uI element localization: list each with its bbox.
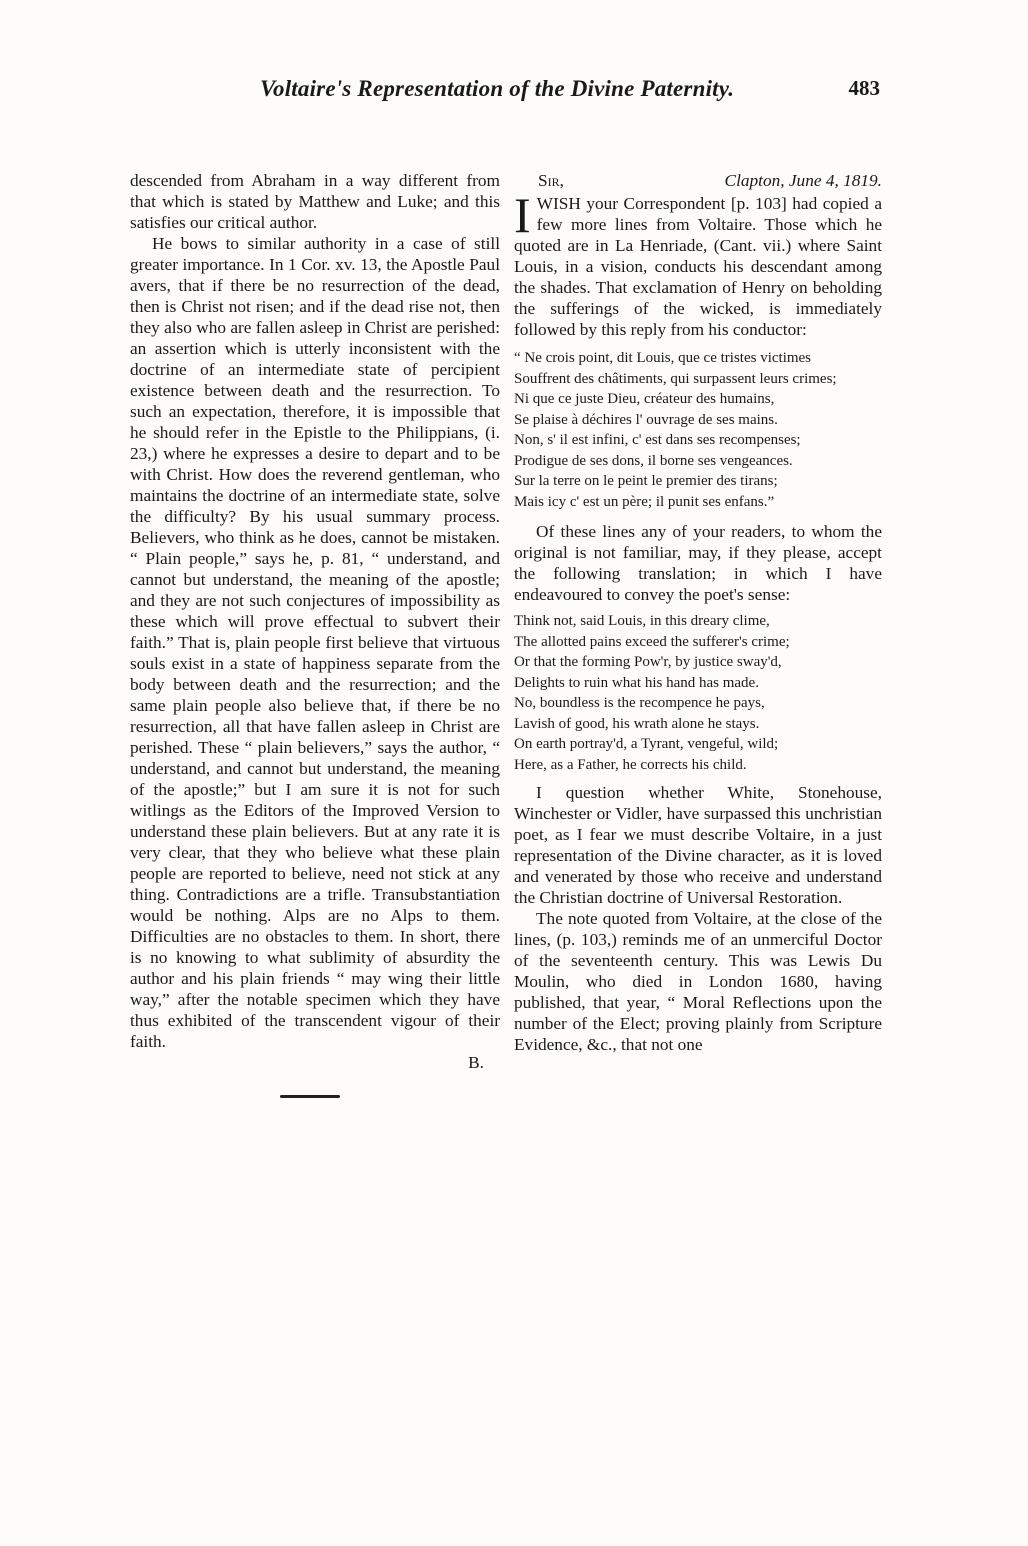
opening-text: WISH your Correspondent [p. 103] had copied a few more lines from Voltaire. Those which he quoted are in La Henriade, (Cant. vii.) where Saint Louis, in a vision, conducts his descendant among the shades. That exclamation of Henry on beholding the sufferings of the wicked, is immediately followed by this reply from his conductor: [514,194,882,339]
paragraph-resurrection: He bows to similar authority in a case of still greater importance. In 1 Cor. xv. 13, the Apostle Paul avers, that if there be no resurrection of the dead, then is Christ not risen; and if the dead rise not, then they also who are fallen asleep in Christ are perished: an assertion which is utterly inconsistent with the doctrine of an intermediate state of percipient existence between death and the resurrection. To such an expectation, therefore, it is impossible that he should refer in the Epistle to the Philippians, (i. 23,) where he expresses a desire to depart and to be with Christ. How does the reverend gentleman, who maintains the doctrine of an intermediate state, solve the difficulty? By his usual summary process. Believers, who think as he does, cannot be mistaken. “ Plain people,” says he, p. 81, “ understand, and cannot but understand, the meaning of the apostle; and they are not such conjectures of impossibility as these which will prove effectual to subvert their faith.” That is, plain people first believe that virtuous souls exist in a state of happiness separate from the body between death and the resurrection; and the same plain people also believe that, if there be no resurrection, all that have fallen asleep in Christ are perished. These “ plain believers,” says the author, “ understand, and cannot but understand, the meaning of the apostle;” but I am sure it is not for such witlings as the Editors of the Improved Version to understand these plain believers. But at any rate it is very clear, that they who believe what these plain people are reported to believe, need not stick at any thing. Contradictions are a trifle. Transubstantiation would be nothing. Alps are no Alps to them. Difficulties are no obstacles to them. In short, there is no knowing to what sublimity of absurdity the author and his plain friends “ may wing their little way,” after the notable specimen which they have thus exhibited of the transcendent vigour of their faith. [130,234,500,1051]
verse-line: Se plaise à déchires l' ouvrage de ses mains. [514,411,778,428]
verse-line: Non, s' il est infini, c' est dans ses recompenses; [514,432,801,448]
paragraph-note: The note quoted from Voltaire, at the close of the lines, (p. 103,) reminds me of an unmerciful Doctor of the seventeenth century. This was Lewis Du Moulin, who died in London 1680, having published, that year, “ Moral Reflections upon the number of the Elect; proving plainly from Scripture Evidence, &c., that not one [514,909,882,1054]
verse-line: Think not, said Louis, in this dreary clime, [514,613,770,629]
verse-line: Souffrent des châtiments, qui surpassent leurs crimes; [514,370,837,387]
verse-line: On earth portray'd, a Tyrant, vengeful, wild; [514,736,779,752]
verse-line: Ni que ce juste Dieu, créateur des humains, [514,391,775,407]
salutation: Sir, [538,171,564,190]
verse-line: Here, as a Father, he corrects his child. [514,756,747,773]
opening-paragraph [514,187,882,340]
verse-line: Prodigue de ses dons, il borne ses vengeances. [514,452,793,469]
verse-line: Sur la terre on le peint le premier des tirans; [514,473,778,489]
paragraph-continuation: descended from Abraham in a way different from that which is stated by Matthew and Luke; and this satisfies our critical author. [130,171,500,232]
english-verse [514,613,882,774]
paragraph-question: I question whether White, Stonehouse, Winchester or Vidler, have surpassed this unchristian poet, as I fear we must describe Voltaire, in a just representation of the Divine character, as it is loved and venerated by those who receive and understand the Christian doctrine of Universal Restoration. [514,783,882,907]
verse-line: Lavish of good, his wrath alone he stays. [514,715,760,732]
right-column [514,170,882,1055]
place-date: Clapton, June 4, 1819. [724,171,882,190]
verse-line: Or that the forming Pow'r, by justice sway'd, [514,654,782,670]
translation-intro: Of these lines any of your readers, to whom the original is not familiar, may, if they please, accept the following translation; in which I have endeavoured to convey the poet's sense: [514,522,882,604]
verse-line: “ Ne crois point, dit Louis, que ce tristes victimes [514,350,812,366]
left-column [130,170,500,1098]
page-number: 483 [848,76,880,100]
verse-line: The allotted pains exceed the sufferer's crime; [514,633,790,650]
drop-cap: I [514,187,531,243]
verse-line: Delights to ruin what his hand has made. [514,674,759,691]
page-header [130,76,880,108]
verse-line: No, boundless is the recompence he pays, [514,695,765,711]
letter-heading [514,170,882,191]
running-title: Voltaire's Representation of the Divine Paternity. [260,76,735,101]
signature: B. [468,1053,484,1072]
french-verse [514,350,882,511]
section-divider [280,1095,340,1098]
verse-line: Mais icy c' est un père; il punit ses enfans.” [514,493,775,510]
